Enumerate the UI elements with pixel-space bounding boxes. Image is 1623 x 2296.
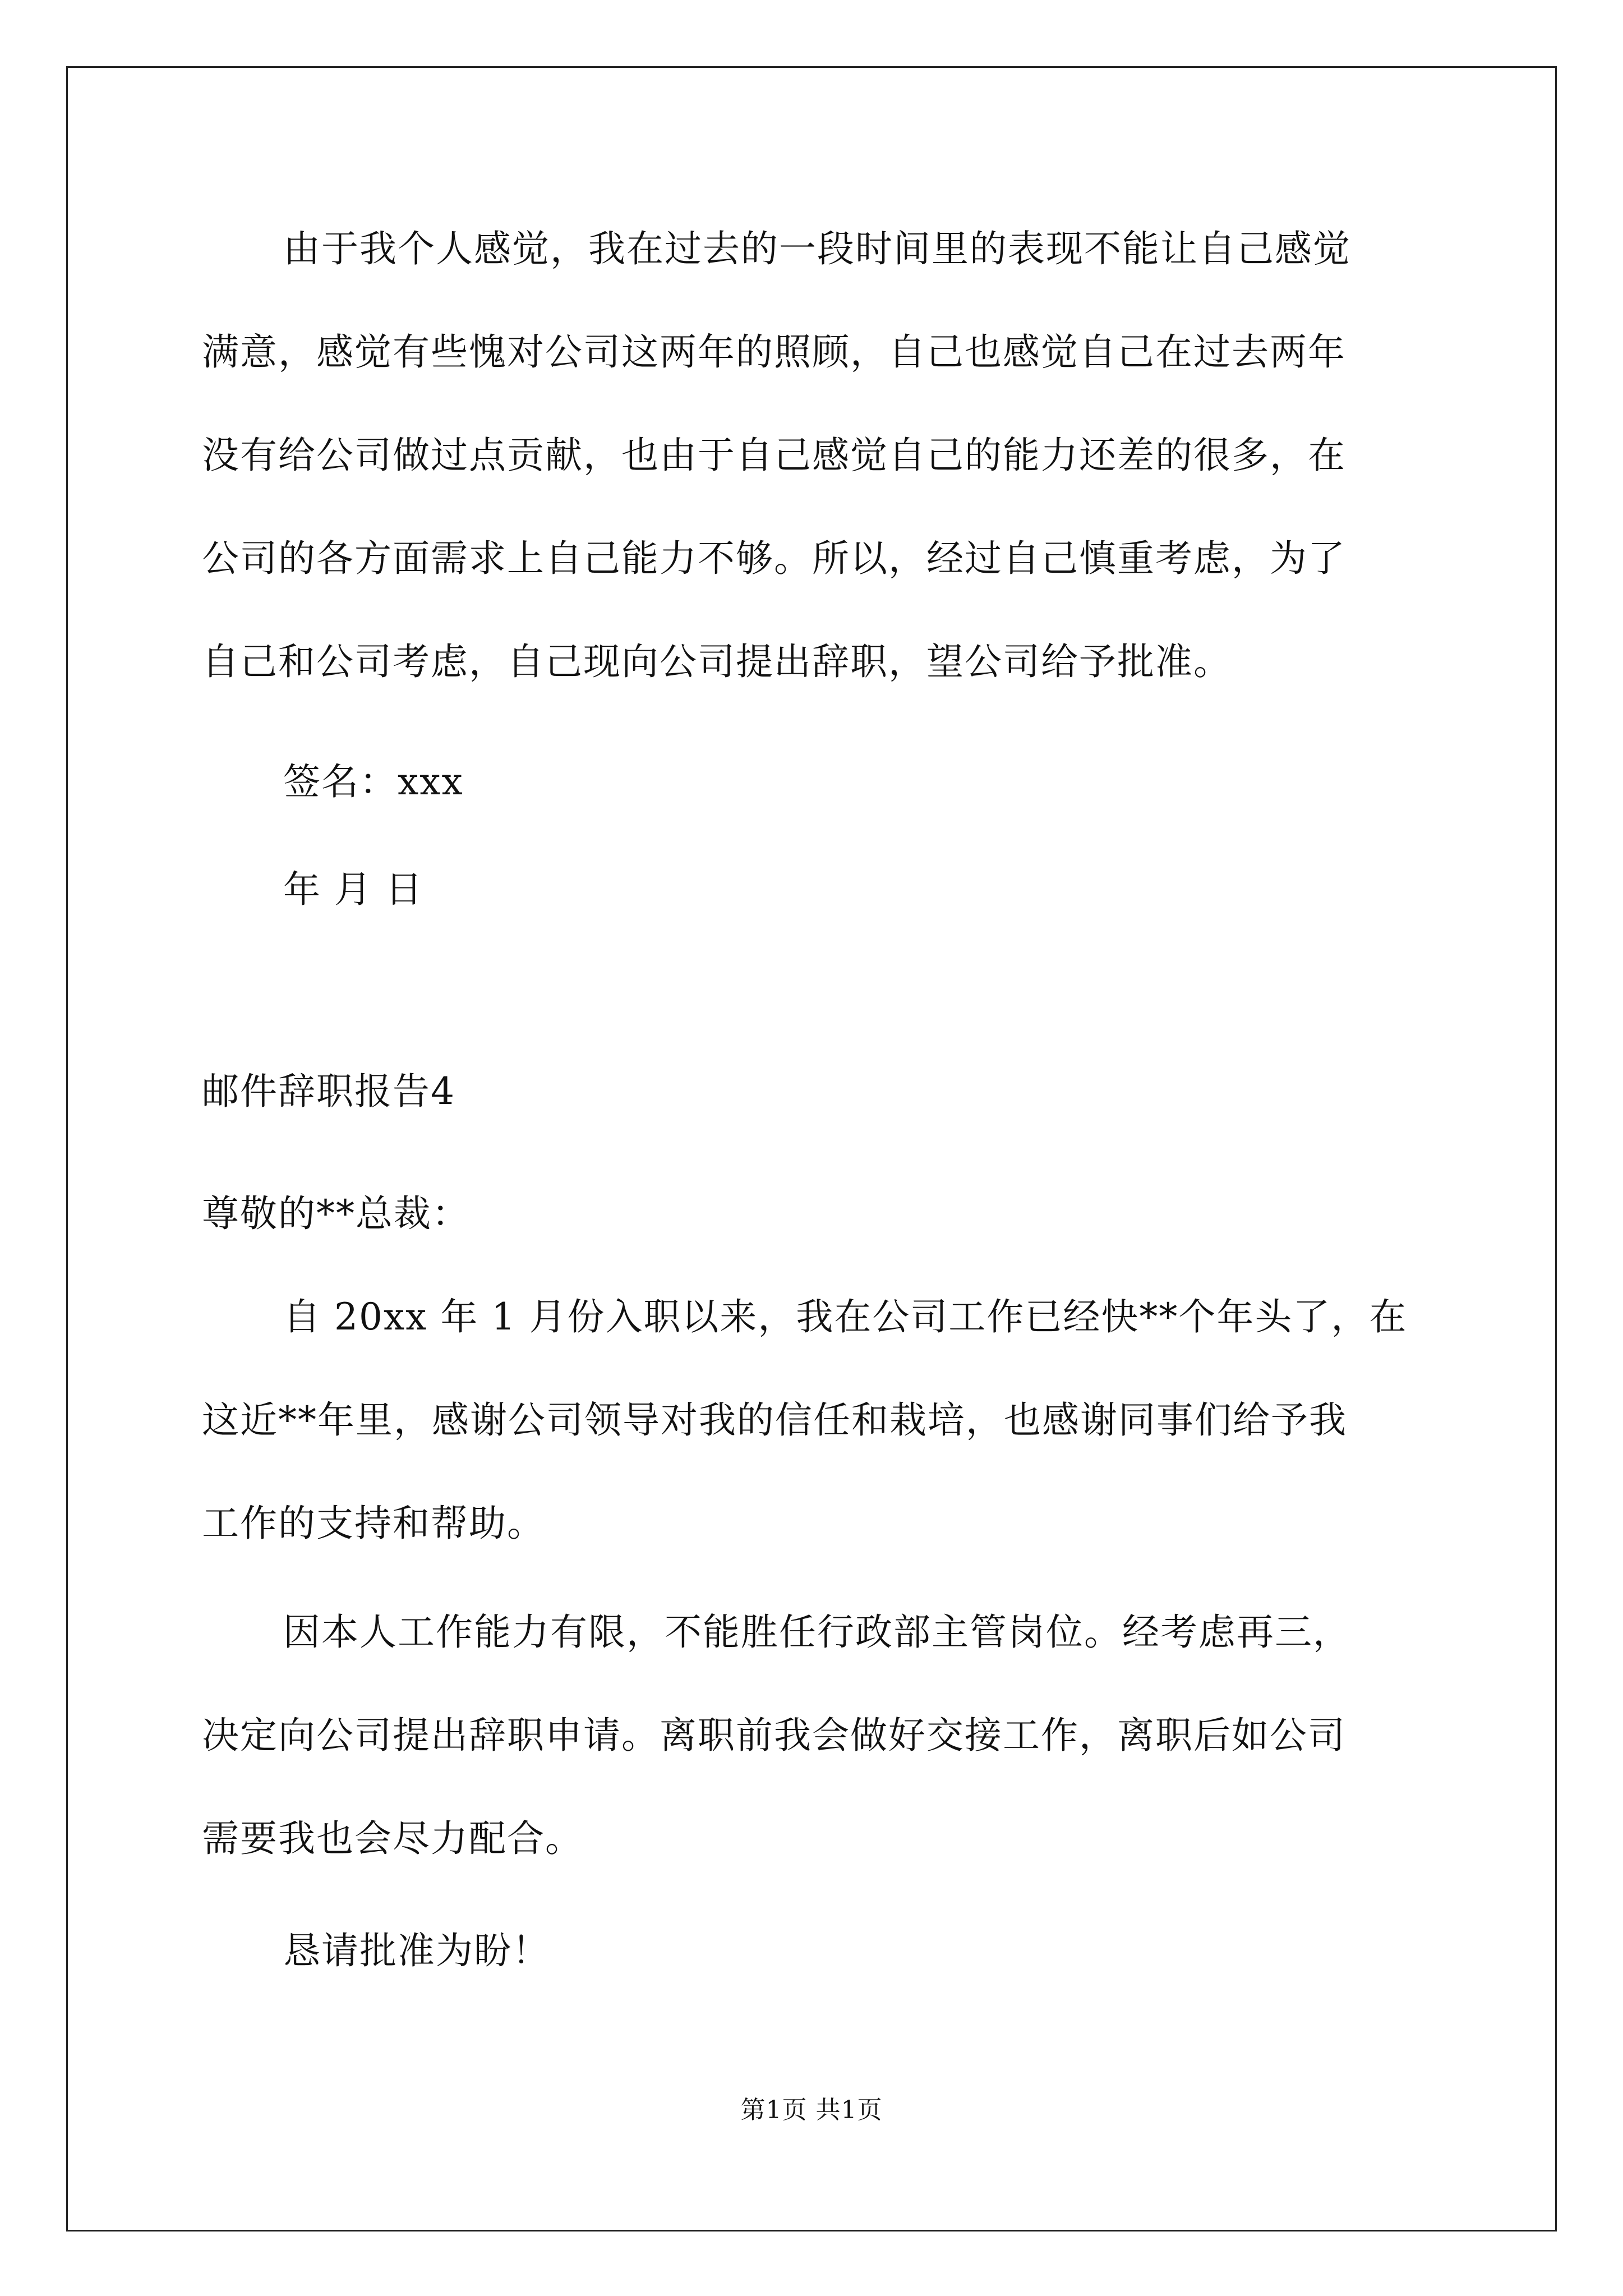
letter3-line-2: 满意，感觉有些愧对公司这两年的照顾，自己也感觉自己在过去两年: [202, 330, 1346, 374]
letter3-line-3: 没有给公司做过点贡献，也由于自己感觉自己的能力还差的很多，在: [202, 434, 1346, 477]
letter3-line-5: 自己和公司考虑，自己现向公司提出辞职，望公司给予批准。: [202, 640, 1232, 683]
letter4-p1-line-3: 工作的支持和帮助。: [202, 1502, 545, 1545]
letter3-line-1: 由于我个人感觉，我在过去的一段时间里的表现不能让自己感觉: [283, 227, 1351, 270]
letter4-p2-line-3: 需要我也会尽力配合。: [202, 1817, 583, 1860]
date: 年 月 日: [283, 868, 423, 911]
page-border: [66, 66, 1557, 2231]
closing-line: 恳请批准为盼！: [283, 1929, 550, 1972]
section-title: 邮件辞职报告4: [202, 1070, 455, 1113]
page-number-footer: 第1页 共1页: [740, 2096, 883, 2124]
letter4-p1-line-1: 自 20xx 年 1 月份入职以来，我在公司工作已经快**个年头了，在: [283, 1295, 1408, 1338]
letter4-p2-line-2: 决定向公司提出辞职申请。离职前我会做好交接工作，离职后如公司: [202, 1714, 1346, 1757]
salutation: 尊敬的**总裁：: [202, 1192, 470, 1235]
letter3-line-4: 公司的各方面需求上自己能力不够。所以，经过自己慎重考虑，为了: [202, 537, 1346, 580]
signature: 签名：xxx: [283, 760, 464, 803]
letter4-p2-line-1: 因本人工作能力有限，不能胜任行政部主管岗位。经考虑再三，: [283, 1611, 1351, 1654]
letter4-p1-line-2: 这近**年里，感谢公司领导对我的信任和栽培，也感谢同事们给予我: [202, 1398, 1347, 1442]
